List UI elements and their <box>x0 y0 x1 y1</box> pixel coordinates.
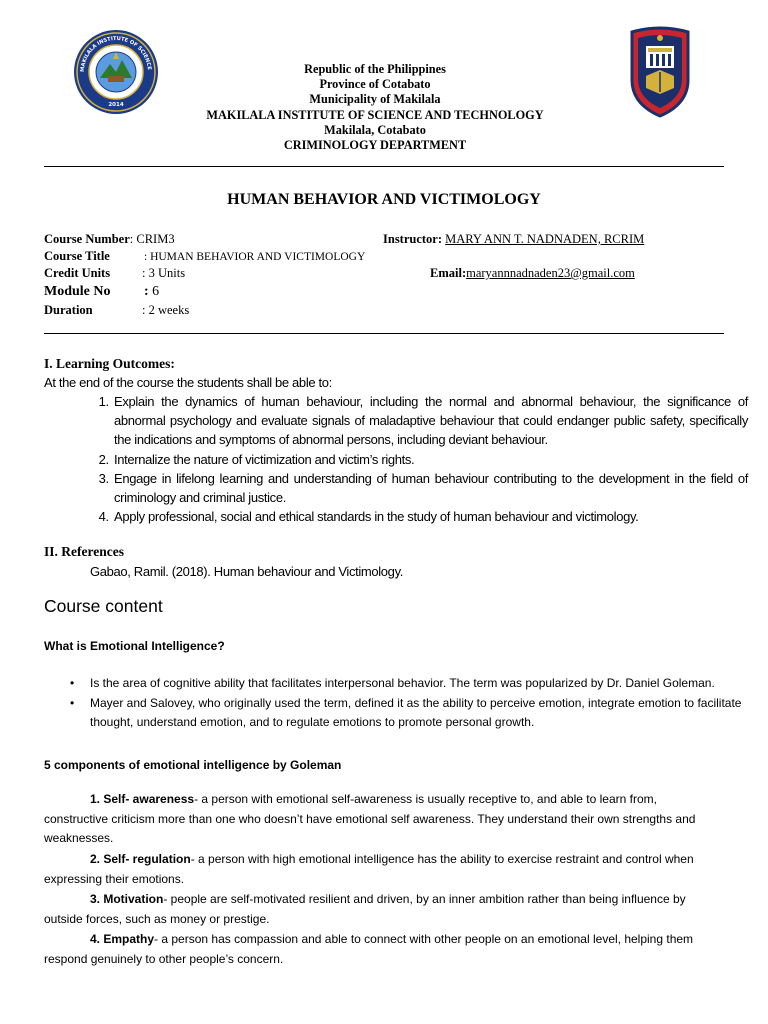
ei-bullet-list <box>66 674 750 733</box>
info-divider <box>44 333 724 334</box>
email-label: Email: <box>430 266 467 280</box>
header-divider <box>44 166 724 167</box>
document-title: HUMAN BEHAVIOR AND VICTIMOLOGY <box>227 191 541 208</box>
course-title-label: Course Title <box>44 249 110 263</box>
ei-question: What is Emotional Intelligence? <box>44 639 225 653</box>
svg-text:2014: 2014 <box>108 102 124 108</box>
credit-units-label: Credit Units <box>44 266 111 280</box>
component-self-regulation <box>44 850 724 889</box>
outcomes-intro: At the end of the course the students shall be able to: <box>44 375 332 390</box>
credit-units-value: : 3 Units <box>142 266 186 280</box>
instructor-label: Instructor: <box>383 232 443 246</box>
letterhead-municipality: Municipality of Makilala <box>309 92 441 107</box>
course-number-row <box>44 232 175 247</box>
component-text: - a person has compassion and able to connect with other people on an emotional level, helping them respond genuinely to other people’s concern. <box>44 932 694 966</box>
credit-units-row <box>44 266 185 281</box>
list-item: • Is the area of cognitive ability that facilitates interpersonal behavior. The term was popularized by Dr. Daniel Goleman. <box>90 674 750 694</box>
instructor-value: MARY ANN T. NADNADEN, RCRIM <box>445 232 645 246</box>
letterhead-province: Province of Cotabato <box>319 77 431 92</box>
course-number-value: : CRIM3 <box>129 232 175 246</box>
instructor-row <box>383 232 644 247</box>
letterhead-address: Makilala, Cotabato <box>324 122 426 137</box>
course-title-row <box>44 249 365 264</box>
course-title-value: : HUMAN BEHAVIOR AND VICTIMOLOGY <box>144 251 366 263</box>
module-label: Module No <box>44 284 111 299</box>
email-row <box>430 266 635 281</box>
course-content-heading: Course content <box>44 596 163 616</box>
letterhead-institution: MAKILALA INSTITUTE OF SCIENCE AND TECHNOLOGY <box>206 107 544 122</box>
duration-value: : 2 weeks <box>142 303 190 317</box>
component-term: 2. Self- regulation <box>90 852 191 866</box>
letterhead-country: Republic of the Philippines <box>304 62 446 76</box>
component-term: 1. Self- awareness <box>90 792 195 806</box>
module-row <box>44 284 159 300</box>
component-term: 4. Empathy <box>90 932 155 946</box>
outcome-item: 2. Internalize the nature of victimization and victim’s rights. <box>112 450 748 469</box>
module-colon: : <box>144 284 149 299</box>
svg-text:MAKILALA INSTITUTE OF SCIENCE: MAKILALA INSTITUTE OF SCIENCE <box>79 35 152 73</box>
outcome-item: 4. Apply professional, social and ethical standards in the study of human behaviour and victimology. <box>112 507 748 526</box>
reference-entry: Gabao, Ramil. (2018). Human behaviour and Victimology. <box>90 564 404 579</box>
component-text: - a person with emotional self-awareness is usually receptive to, and able to learn from, constructive criticism more than one who doesn’t have emotional self awareness. They understand their own strengths and weaknesses. <box>44 792 696 845</box>
letterhead-department: CRIMINOLOGY DEPARTMENT <box>283 138 467 153</box>
letterhead <box>140 62 610 153</box>
module-value: 6 <box>152 284 160 299</box>
criminology-shield-icon <box>626 24 694 120</box>
component-text: - people are self-motivated resilient and driven, by an inner ambition rather than being influence by outside forces, such as money or prestige. <box>44 892 686 926</box>
outcomes-heading: I. Learning Outcomes: <box>44 356 175 371</box>
duration-row <box>44 303 189 318</box>
references-heading: II. References <box>44 544 124 559</box>
list-item: • Mayer and Salovey, who originally used the term, defined it as the ability to perceive emotion, integrate emotion to facilitate thought, understand emotion, and to regulate emotions to promote personal growth. <box>90 694 750 733</box>
component-empathy <box>44 930 724 969</box>
outcome-item: 3. Engage in lifelong learning and understanding of human behaviour contributing to the development in the field of criminology and criminal justice. <box>112 469 748 507</box>
outcomes-list <box>88 392 748 526</box>
component-motivation <box>44 890 724 929</box>
component-term: 3. Motivation <box>90 892 164 906</box>
email-link[interactable]: maryannnadnaden23@gmail.com <box>466 266 635 280</box>
component-text: - a person with high emotional intelligence has the ability to exercise restraint and control when expressing their emotions. <box>44 852 694 886</box>
course-number-label: Course Number <box>44 232 130 246</box>
outcome-item: 1. Explain the dynamics of human behaviour, including the normal and abnormal behaviour, the significance of abnormal psychology and evaluate signals of maladaptive behaviour that could endanger public safety, specifically the indications and symptoms of abnormal persons, including deviant behaviour. <box>112 392 748 450</box>
components-heading: 5 components of emotional intelligence by Goleman <box>44 758 342 772</box>
component-self-awareness <box>44 790 724 849</box>
duration-label: Duration <box>44 303 93 317</box>
